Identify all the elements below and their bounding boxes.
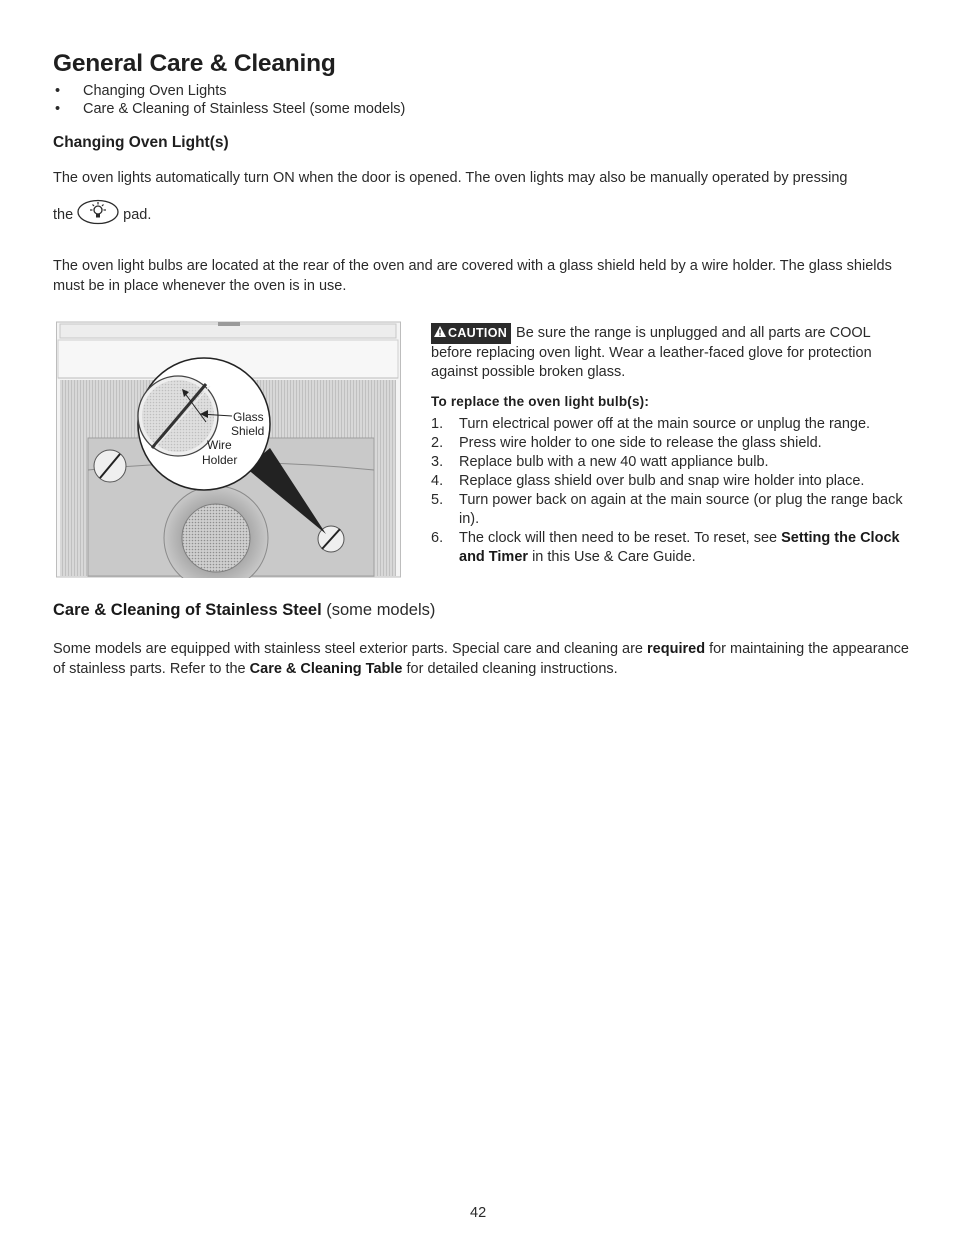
caution-block	[431, 323, 911, 567]
step-number: 1.	[431, 416, 444, 432]
list-item: • Changing Oven Lights	[55, 82, 405, 100]
paragraph-bold: required	[647, 641, 706, 657]
label-holder: Holder	[202, 453, 238, 467]
list-item	[431, 453, 911, 472]
section-heading-changing-oven-lights: Changing Oven Light(s)	[53, 134, 229, 151]
step-text: Replace glass shield over bulb and snap wire holder into place.	[459, 473, 865, 489]
step-text	[459, 529, 911, 567]
list-item	[431, 434, 911, 453]
section-list	[55, 82, 405, 118]
step-text: Turn electrical power off at the main source or unplug the range.	[459, 416, 871, 432]
list-item: • Care & Cleaning of Stainless Steel (some models)	[55, 100, 405, 118]
list-item	[431, 415, 911, 434]
step-number: 2.	[431, 435, 444, 451]
paragraph-line: The oven lights automatically turn ON when the door is opened. The oven lights may also be manually operated by pressing	[53, 170, 848, 186]
paragraph-text: Some models are equipped with stainless steel exterior parts. Special care and cleaning are	[53, 641, 643, 657]
steps-title: To replace the oven light bulb(s):	[431, 394, 650, 409]
step-text-bold: Setting the Clock and Timer	[459, 530, 900, 565]
list-item	[431, 491, 911, 529]
list-item	[431, 472, 911, 491]
label-glass: Glass	[233, 410, 264, 424]
caution-badge	[431, 323, 511, 344]
caution-text: Be sure the range is unplugged and all parts are COOL before replacing oven light. Wear a leather-faced glove for protection against possible broken glass.	[431, 325, 872, 380]
paragraph-text: for maintaining the appearance of stainless parts. Refer to the	[53, 641, 909, 677]
caution-paragraph	[431, 323, 911, 382]
step-number: 6.	[431, 530, 444, 546]
page-title: General Care & Cleaning	[53, 50, 336, 77]
section-heading-stainless	[53, 601, 435, 620]
light-pad-icon	[76, 199, 120, 231]
step-text-part: The clock will then need to be reset. To reset, see	[459, 530, 778, 546]
caution-label: CAUTION	[448, 326, 508, 340]
paragraph-stainless	[53, 639, 913, 679]
step-number: 4.	[431, 473, 444, 489]
heading-bold: Care & Cleaning of Stainless Steel	[53, 601, 322, 619]
step-number: 3.	[431, 454, 444, 470]
heading-normal: (some models)	[326, 601, 436, 619]
page-number: 42	[470, 1205, 487, 1221]
step-number: 5.	[431, 492, 444, 508]
warning-triangle-icon	[434, 324, 446, 343]
label-shield: Shield	[231, 424, 265, 438]
paragraph-text: pad.	[123, 207, 152, 223]
step-text: Press wire holder to one side to release the glass shield.	[459, 435, 822, 451]
paragraph-bulb-location: The oven light bulbs are located at the rear of the oven and are covered with a glass shield held by a wire holder. The glass shields must be in place whenever the oven is in use.	[53, 258, 892, 294]
paragraph-oven-lights-intro	[53, 168, 923, 231]
label-wire: Wire	[207, 438, 232, 452]
step-text: Replace bulb with a new 40 watt appliance bulb.	[459, 454, 769, 470]
paragraph-bold: Care & Cleaning Table	[249, 661, 403, 677]
step-text-part: in this Use & Care Guide.	[532, 549, 696, 565]
paragraph-text: the	[53, 207, 74, 223]
oven-light-illustration	[56, 320, 402, 578]
paragraph-text: for detailed cleaning instructions.	[406, 661, 618, 677]
steps-list	[431, 415, 911, 567]
paragraph-line	[53, 199, 923, 231]
list-item	[431, 529, 911, 567]
step-text: Turn power back on again at the main source (or plug the range back in).	[459, 492, 903, 527]
